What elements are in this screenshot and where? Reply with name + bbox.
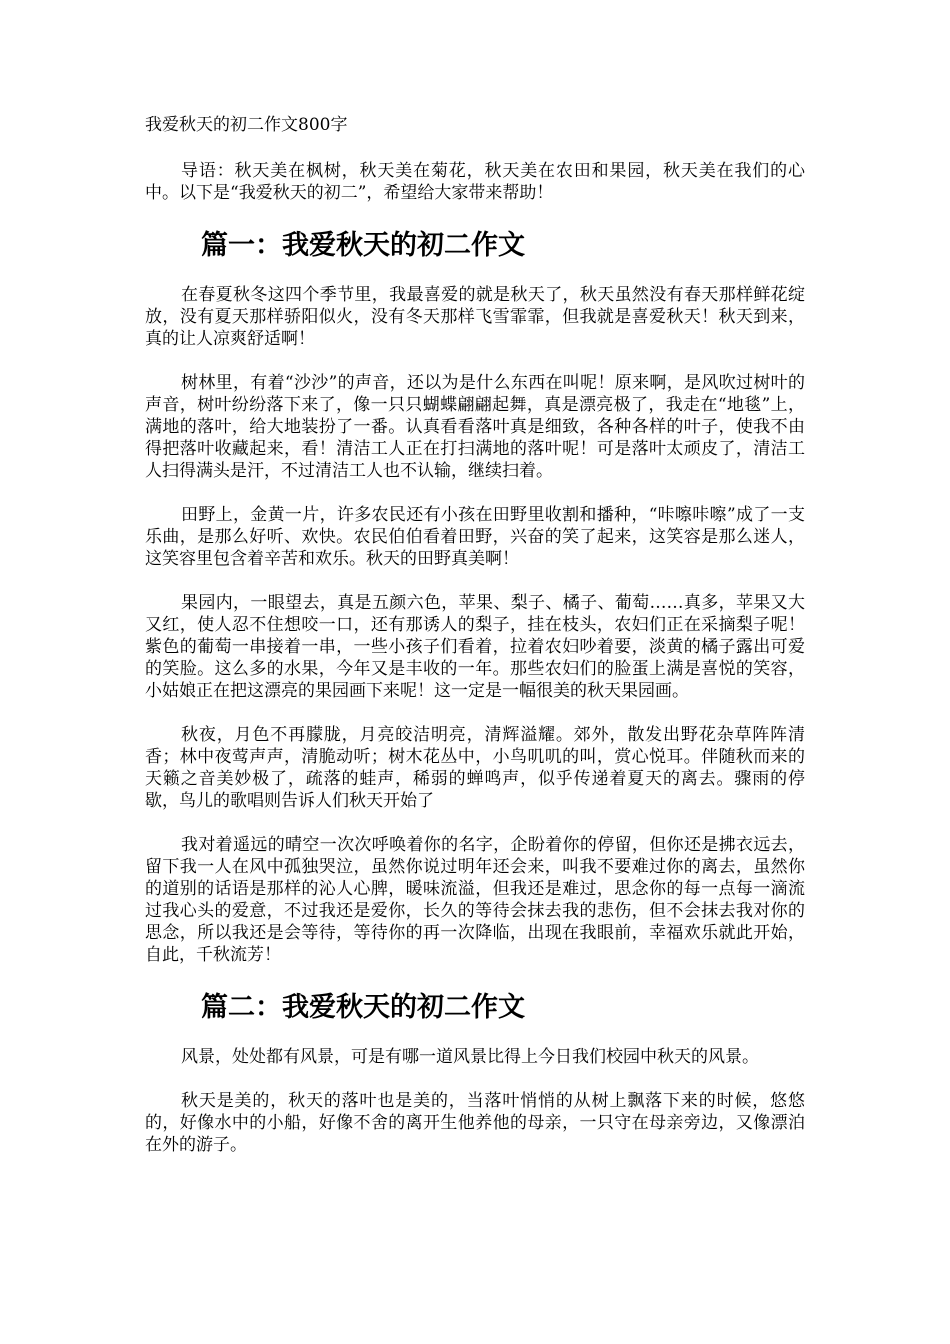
section-two xyxy=(145,988,805,1156)
body-paragraph: 秋夜，月色不再朦胧，月亮皎洁明亮，清辉溢耀。郊外，散发出野花杂草阵阵清香；林中夜莺声声，清脆动听；树木花丛中，小鸟叽叽的叫，赏心悦耳。伴随秋而来的天籁之音美妙极了，疏落的蛙声，稀弱的蝉鸣声，似乎传递着夏天的离去。骤雨的停歇，鸟儿的歌唱则告诉人们秋天开始了 xyxy=(145,725,805,811)
body-paragraph: 果园内，一眼望去，真是五颜六色，苹果、梨子、橘子、葡萄……真多，苹果又大又红，使人忍不住想咬一口，还有那诱人的梨子，挂在枝头，农妇们正在采摘梨子呢！紫色的葡萄一串接着一串，一些小孩子们看着，拉着农妇吵着要，淡黄的橘子露出可爱的笑脸。这么多的水果，今年又是丰收的一年。那些农妇们的脸蛋上满是喜悦的笑容，小姑娘正在把这漂亮的果园画下来呢！这一定是一幅很美的秋天果园画。 xyxy=(145,593,805,701)
section-heading: 篇一：我爱秋天的初二作文 xyxy=(201,230,525,261)
intro-paragraph: 导语：秋天美在枫树，秋天美在菊花，秋天美在农田和果园，秋天美在我们的心中。以下是“我爱秋天的初二”，希望给大家带来帮助！ xyxy=(145,161,805,203)
document-page xyxy=(145,112,805,1178)
body-paragraph: 树林里，有着“沙沙”的声音，还以为是什么东西在叫呢！原来啊，是风吹过树叶的声音，树叶纷纷落下来了，像一只只蝴蝶翩翩起舞，真是漂亮极了，我走在“地毯”上，满地的落叶，给大地装扮了一番。认真看看落叶真是细致，各种各样的叶子，使我不由得把落叶收藏起来，看！清洁工人正在打扫满地的落叶呢！可是落叶太顽皮了，清洁工人扫得满头是汗，不过清洁工人也不认输，继续扫着。 xyxy=(145,373,805,481)
body-paragraph: 风景，处处都有风景，可是有哪一道风景比得上今日我们校园中秋天的风景。 xyxy=(181,1047,759,1067)
body-paragraph: 在春夏秋冬这四个季节里，我最喜爱的就是秋天了，秋天虽然没有春天那样鲜花绽放，没有夏天那样骄阳似火，没有冬天那样飞雪霏霏，但我就是喜爱秋天！秋天到来，真的让人凉爽舒适啊！ xyxy=(145,285,805,349)
section-heading: 篇二：我爱秋天的初二作文 xyxy=(201,992,525,1023)
body-paragraph: 秋天是美的，秋天的落叶也是美的，当落叶悄悄的从树上飘落下来的时候，悠悠的，好像水中的小船，好像不舍的离开生他养他的母亲，一只守在母亲旁边，又像漂泊在外的游子。 xyxy=(145,1091,805,1155)
section-one xyxy=(145,226,805,966)
document-title: 我爱秋天的初二作文800字 xyxy=(145,115,348,135)
body-paragraph: 田野上，金黄一片，许多农民还有小孩在田野里收割和播种，“咔嚓咔嚓”成了一支乐曲，是那么好听、欢快。农民伯伯看着田野，兴奋的笑了起来，这笑容是那么迷人，这笑容里包含着辛苦和欢乐。秋天的田野真美啊！ xyxy=(145,505,805,569)
body-paragraph: 我对着遥远的晴空一次次呼唤着你的名字，企盼着你的停留，但你还是拂衣远去，留下我一人在风中孤独哭泣，虽然你说过明年还会来，叫我不要难过你的离去，虽然你的道别的话语是那样的沁人心脾，暖味流溢，但我还是难过，思念你的每一点每一滴流过我心头的爱意，不过我还是爱你，长久的等待会抹去我的悲伤，但不会抹去我对你的思念，所以我还是会等待，等待你的再一次降临，出现在我眼前，幸福欢乐就此开始，自此，千秋流芳！ xyxy=(145,835,805,965)
